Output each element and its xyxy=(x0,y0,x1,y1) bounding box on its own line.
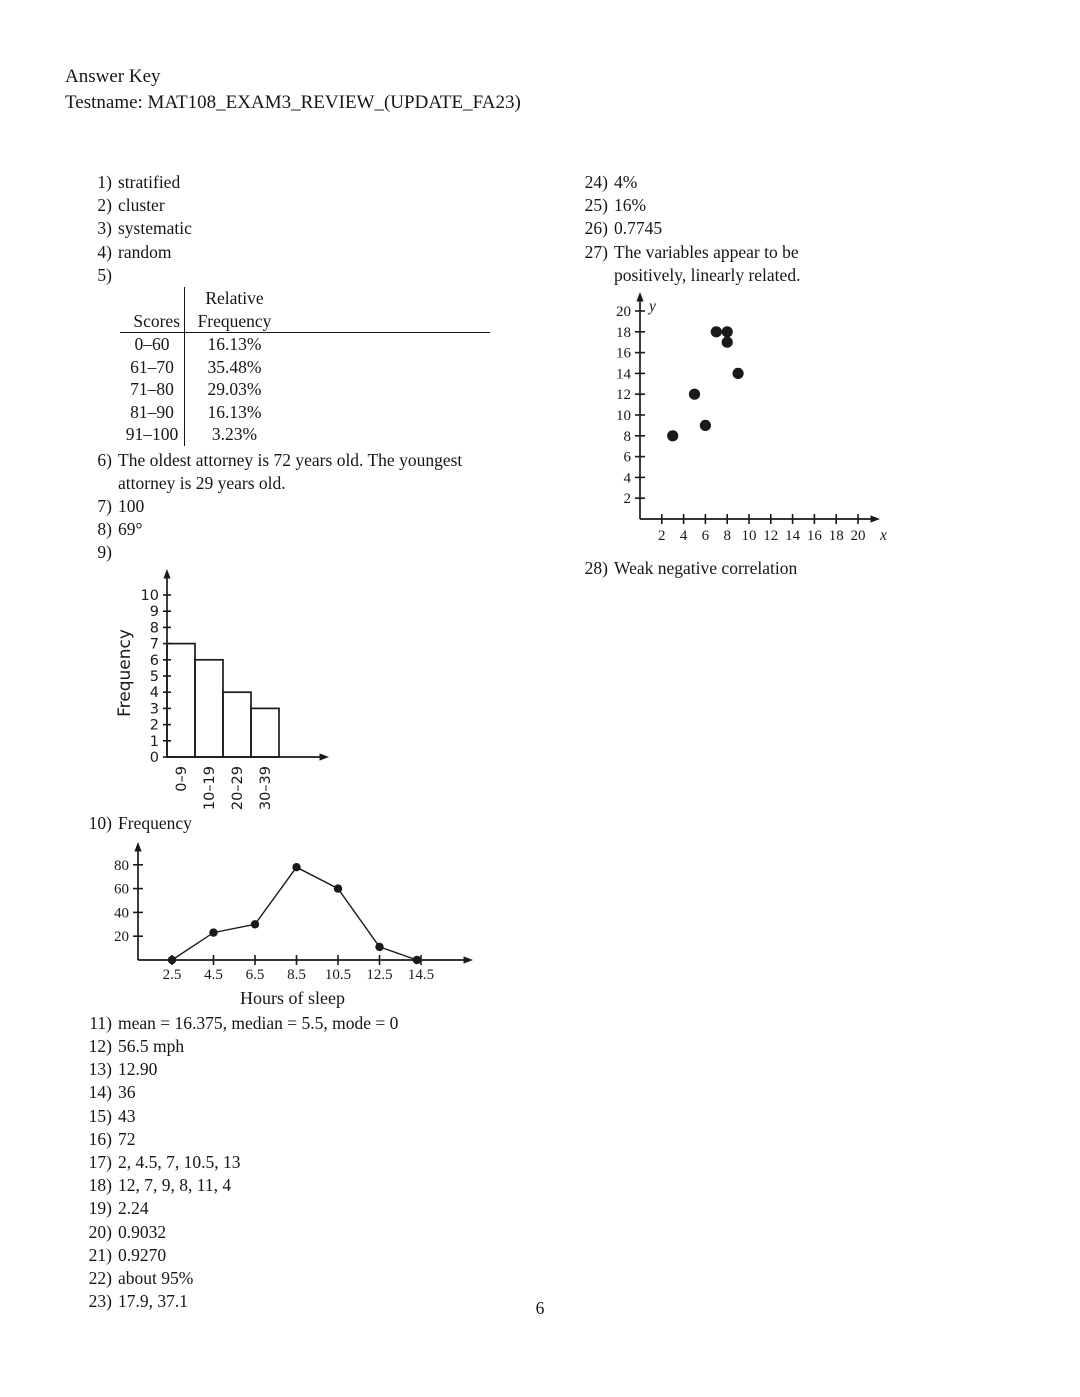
answer-number: 21) xyxy=(88,1244,112,1265)
answer-text: Weak negative correlation xyxy=(614,558,798,579)
scores-cell: 71–80 xyxy=(130,379,174,400)
answer-28 xyxy=(576,557,906,580)
table-row xyxy=(120,333,490,356)
x-tick-label: 8 xyxy=(723,528,731,545)
answer-item xyxy=(80,1267,490,1290)
answer-number: 11) xyxy=(89,1012,112,1033)
scatter-point xyxy=(689,389,700,400)
answer-number: 13) xyxy=(88,1059,112,1080)
answers-left-column xyxy=(80,171,490,1313)
line-point xyxy=(292,863,300,871)
y-tick-label: 2 xyxy=(623,491,631,508)
answer-number: 23) xyxy=(88,1291,112,1312)
answer-number: 17) xyxy=(88,1151,112,1172)
answer-number: 22) xyxy=(88,1267,112,1288)
scatter-point xyxy=(667,430,678,441)
answer-text: systematic xyxy=(118,218,192,239)
y-tick-label: 0 xyxy=(149,749,159,766)
answer-text: The oldest attorney is 72 years old. The youngest attorney is 29 years old. xyxy=(118,449,463,493)
answer-text: 17.9, 37.1 xyxy=(118,1291,188,1312)
histogram-bar xyxy=(223,692,251,757)
y-tick-label: 1 xyxy=(149,733,159,750)
relative-frequency-cell: 16.13% xyxy=(184,401,284,424)
answer-text: 4% xyxy=(614,172,638,192)
answer-text: Frequency xyxy=(118,812,192,833)
relative-frequency-table xyxy=(120,287,490,446)
page-header xyxy=(65,64,521,116)
answers-right-column xyxy=(576,171,906,580)
x-tick-label: 6.5 xyxy=(245,966,265,983)
answer-text: cluster xyxy=(118,195,165,216)
line-point xyxy=(168,956,176,964)
x-tick-label: 10–19 xyxy=(202,765,218,810)
x-tick-label: 0–9 xyxy=(174,765,190,792)
answer-item xyxy=(576,217,906,240)
scores-cell: 0–60 xyxy=(134,334,170,355)
x-tick-label: 20–29 xyxy=(230,765,246,810)
x-tick-label: 30–39 xyxy=(258,765,274,810)
answer-number: 26) xyxy=(584,218,608,239)
y-tick-label: 60 xyxy=(114,881,129,898)
relative-frequency-cell: 29.03% xyxy=(184,378,284,401)
y-axis-label: Frequency xyxy=(115,628,135,717)
answer-item xyxy=(80,1012,490,1035)
answer-text: 12, 7, 9, 8, 11, 4 xyxy=(118,1175,232,1196)
answer-item xyxy=(80,241,490,264)
answer-item xyxy=(576,194,906,217)
answer-text: 0.7745 xyxy=(614,218,663,239)
table-row xyxy=(120,378,490,401)
y-tick-label: 8 xyxy=(623,428,631,445)
answer-text: random xyxy=(118,241,172,262)
answer-text: stratified xyxy=(118,172,181,192)
x-tick-label: 14 xyxy=(785,528,801,545)
answer-number: 7) xyxy=(97,495,112,516)
answer-number: 28) xyxy=(584,558,608,579)
x-tick-label: 20 xyxy=(850,528,866,545)
x-tick-label: 18 xyxy=(828,528,844,545)
y-tick-label: 16 xyxy=(616,345,631,362)
y-tick-label: 2 xyxy=(149,717,159,734)
answer-number: 14) xyxy=(88,1082,112,1103)
answer-number: 20) xyxy=(88,1221,112,1242)
line-point xyxy=(251,920,259,928)
answers-1-5 xyxy=(80,171,490,287)
y-tick-label: 40 xyxy=(114,905,129,922)
answer-text: 0.9270 xyxy=(118,1244,167,1265)
answer-item xyxy=(80,171,490,194)
answer-10 xyxy=(80,812,490,835)
q27-scatter-plot xyxy=(598,289,890,553)
answer-number: 27) xyxy=(584,241,608,262)
answer-number: 12) xyxy=(88,1035,112,1056)
answer-item xyxy=(80,217,490,240)
answer-item xyxy=(80,495,490,518)
answer-item xyxy=(80,812,490,835)
answer-number: 1) xyxy=(97,172,112,192)
answer-number: 19) xyxy=(88,1198,112,1219)
answer-item xyxy=(80,1244,490,1267)
answer-item xyxy=(80,1197,490,1220)
x-tick-label: 8.5 xyxy=(287,966,306,983)
answer-text: 69° xyxy=(118,519,143,540)
answer-text: The variables appear to be positively, linearly related. xyxy=(614,241,801,285)
q10-frequency-polygon-chart xyxy=(100,836,485,986)
histogram-bar xyxy=(251,708,279,757)
answer-number: 16) xyxy=(88,1128,112,1149)
answer-item xyxy=(576,557,906,580)
x-axis-label: x xyxy=(880,527,887,545)
line-point xyxy=(375,942,383,950)
scatter-point xyxy=(711,326,722,337)
answer-item xyxy=(80,1058,490,1081)
answer-item xyxy=(80,1035,490,1058)
answer-text: 100 xyxy=(118,495,145,516)
answers-11-23 xyxy=(80,1012,490,1314)
x-tick-label: 6 xyxy=(701,528,710,545)
answer-item xyxy=(80,194,490,217)
x-tick-label: 10 xyxy=(741,528,757,545)
answer-item xyxy=(576,171,906,194)
y-tick-label: 18 xyxy=(616,324,631,341)
answer-item xyxy=(80,264,490,287)
y-axis-arrowhead xyxy=(636,292,643,302)
table-header-scores: Scores xyxy=(133,310,180,331)
x-axis-arrowhead xyxy=(464,956,474,963)
q9-histogram-chart xyxy=(100,567,340,812)
y-tick-label: 4 xyxy=(623,470,631,487)
answer-text: mean = 16.375, median = 5.5, mode = 0 xyxy=(118,1012,399,1033)
line-point xyxy=(413,956,421,964)
answer-item xyxy=(80,541,490,564)
scatter-point xyxy=(722,337,733,348)
y-tick-label: 12 xyxy=(616,387,631,404)
y-axis-label: y xyxy=(649,298,656,316)
answer-number: 15) xyxy=(88,1105,112,1126)
answer-text: 72 xyxy=(118,1128,136,1149)
y-tick-label: 4 xyxy=(149,684,159,701)
y-tick-label: 8 xyxy=(149,619,159,636)
y-tick-label: 3 xyxy=(149,700,159,717)
answer-number: 5) xyxy=(97,264,112,285)
answer-text: 16% xyxy=(614,195,647,216)
page-title: Answer Key xyxy=(65,66,161,87)
answer-number: 3) xyxy=(97,218,112,239)
line-chart-x-axis-label: Hours of sleep xyxy=(240,987,345,1008)
answer-item xyxy=(80,1174,490,1197)
page-number: 6 xyxy=(535,1298,545,1318)
x-axis-arrowhead xyxy=(320,753,330,760)
answer-text: 2.24 xyxy=(118,1198,149,1219)
histogram-bar xyxy=(195,659,223,756)
answer-item xyxy=(80,1105,490,1128)
y-tick-label: 10 xyxy=(616,408,631,425)
answer-text: 12.90 xyxy=(118,1059,158,1080)
answer-number: 9) xyxy=(97,542,112,563)
scatter-point xyxy=(700,420,711,431)
answer-text: 56.5 mph xyxy=(118,1035,185,1056)
answer-text: 0.9032 xyxy=(118,1221,167,1242)
x-tick-label: 4.5 xyxy=(204,966,223,983)
y-tick-label: 6 xyxy=(623,449,631,466)
answer-number: 2) xyxy=(97,195,112,216)
x-tick-label: 4 xyxy=(679,528,688,545)
scores-cell: 81–90 xyxy=(130,401,174,422)
answer-item xyxy=(80,1128,490,1151)
table-row xyxy=(120,356,490,379)
answer-text: 43 xyxy=(118,1105,136,1126)
answer-item xyxy=(576,241,906,287)
scatter-point xyxy=(722,326,733,337)
x-tick-label: 16 xyxy=(806,528,822,545)
table-row xyxy=(120,401,490,424)
x-tick-label: 2.5 xyxy=(162,966,182,983)
table-header-row xyxy=(120,287,490,333)
scatter-point xyxy=(733,368,744,379)
testname: Testname: MAT108_EXAM3_REVIEW_(UPDATE_FA23) xyxy=(65,92,521,113)
histogram-bar xyxy=(167,643,195,756)
y-tick-label: 20 xyxy=(616,304,631,321)
answer-text: 2, 4.5, 7, 10.5, 13 xyxy=(118,1151,241,1172)
scores-cell: 91–100 xyxy=(125,424,179,445)
answer-number: 6) xyxy=(97,449,112,470)
scores-cell: 61–70 xyxy=(130,356,174,377)
y-tick-label: 5 xyxy=(149,668,159,685)
table-row xyxy=(120,423,490,446)
relative-frequency-cell: 35.48% xyxy=(184,356,284,379)
x-tick-label: 12 xyxy=(763,528,779,545)
answer-number: 4) xyxy=(97,241,112,262)
answer-number: 18) xyxy=(88,1175,112,1196)
y-tick-label: 9 xyxy=(149,603,159,620)
y-axis-arrowhead xyxy=(134,842,141,852)
x-tick-label: 14.5 xyxy=(407,966,435,983)
answer-number: 8) xyxy=(97,519,112,540)
relative-frequency-cell: 3.23% xyxy=(184,423,284,446)
x-tick-label: 10.5 xyxy=(324,966,352,983)
y-axis-arrowhead xyxy=(163,569,170,579)
answer-item xyxy=(80,518,490,541)
answer-item xyxy=(80,1151,490,1174)
table-body xyxy=(120,333,490,446)
line-point xyxy=(334,884,342,892)
y-tick-label: 20 xyxy=(114,928,129,945)
x-tick-label: 2 xyxy=(658,528,666,545)
answer-number: 10) xyxy=(88,812,112,833)
y-tick-label: 7 xyxy=(149,636,159,653)
relative-frequency-cell: 16.13% xyxy=(184,333,284,356)
y-tick-label: 10 xyxy=(140,587,159,604)
answers-24-27 xyxy=(576,171,906,287)
x-tick-label: 12.5 xyxy=(366,966,393,983)
answer-number: 25) xyxy=(584,195,608,216)
line-point xyxy=(209,928,217,936)
y-tick-label: 80 xyxy=(114,857,129,874)
answer-text: 36 xyxy=(118,1082,136,1103)
answer-number: 24) xyxy=(584,172,608,192)
y-tick-label: 14 xyxy=(616,366,631,383)
answer-item xyxy=(80,449,490,495)
answers-6-9 xyxy=(80,449,490,565)
answer-item xyxy=(80,1081,490,1104)
table-header-relative-frequency: Relative Frequency xyxy=(184,287,284,332)
answer-text: about 95% xyxy=(118,1267,194,1288)
y-tick-label: 6 xyxy=(149,652,159,669)
x-axis-arrowhead xyxy=(871,515,881,522)
answer-item xyxy=(80,1221,490,1244)
